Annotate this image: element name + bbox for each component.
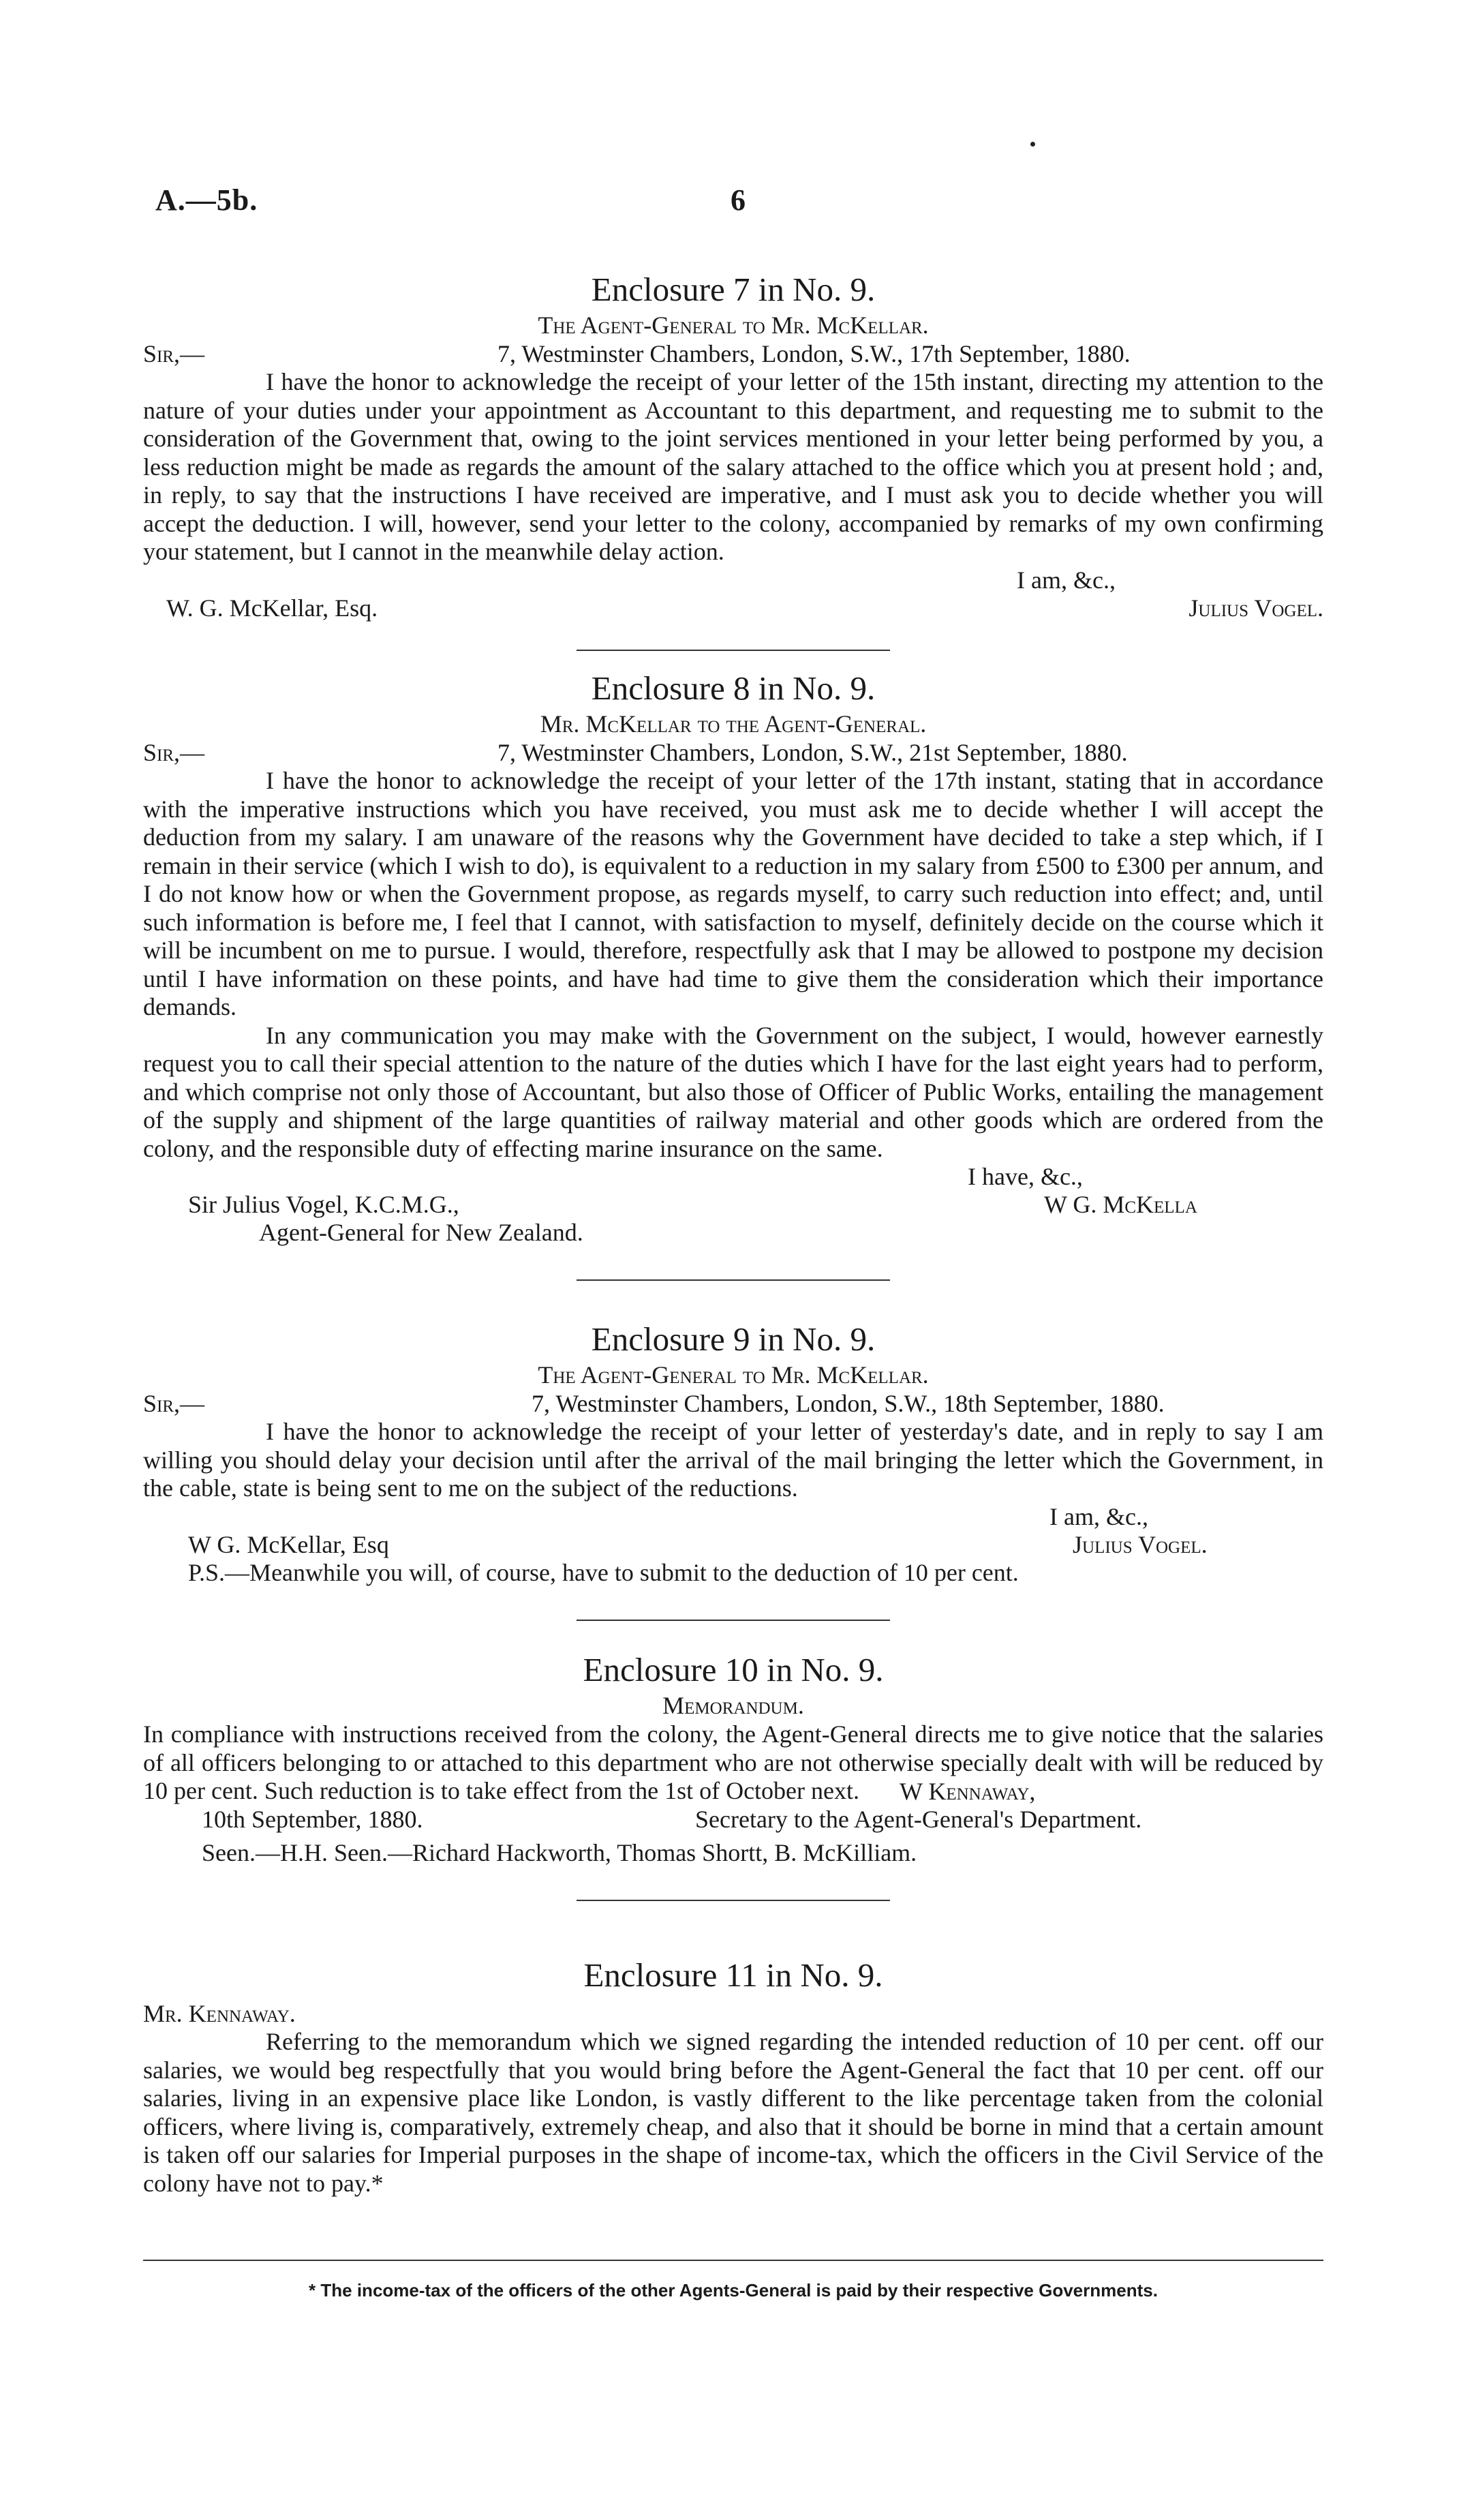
addressee-title: Agent-General for New Zealand. — [259, 1219, 583, 1246]
letter-address: 7, Westminster Chambers, London, S.W., 17th September, 1880. — [497, 340, 1131, 367]
enclosure-title: Enclosure 9 in No. 9. — [591, 1320, 876, 1358]
page-number: 6 — [731, 183, 746, 217]
enclosure-9 — [143, 1319, 1323, 1621]
enclosure-11 — [143, 1955, 1323, 2198]
salutation: Sir,— — [143, 739, 205, 766]
section-divider — [577, 650, 890, 651]
enclosure-8 — [143, 668, 1323, 1281]
salutation: Mr. Kennaway. — [143, 2000, 296, 2027]
letter-paragraph: I have the honor to acknowledge the receipt of your letter of yesterday's date, and in reply to say I am willing you should delay your decision until after the arrival of the mail bringing the letter which the Government, in the cable, state is being sent to me on the subject of the reductions. — [143, 1418, 1323, 1502]
enclosure-title: Enclosure 10 in No. 9. — [583, 1651, 884, 1688]
signature: W G. McKella — [1044, 1191, 1197, 1218]
enclosure-10 — [143, 1650, 1323, 1901]
signature-row — [143, 1531, 1323, 1559]
letter-heading-row — [143, 1390, 1323, 1418]
signature-row — [143, 1191, 1323, 1219]
letter-paragraph: I have the honor to acknowledge the receipt of your letter of the 15th instant, directing my attention to the nature of your duties under your appointment as Accountant to this department, and requesting me to submit to the consideration of the Government that, owing to the joint services mentioned in your letter being performed by you, a less reduction might be made as regards the amount of the salary attached to the office which you at present hold ; and, in reply, to say that the instructions I have received are imperative, and I must ask you to decide whether you will accept the deduction. I will, however, send your letter to the colony, accompanied by remarks of my own confirming your statement, but I cannot in the meanwhile delay action. — [143, 368, 1323, 565]
enclosure-title: Enclosure 7 in No. 9. — [591, 271, 876, 308]
closing: I am, &c., — [1049, 1502, 1148, 1530]
memo-date: 10th September, 1880. — [202, 1805, 423, 1833]
section-divider — [577, 1900, 890, 1901]
memorandum-heading: Memorandum. — [662, 1692, 804, 1719]
footnote: * The income-tax of the officers of the other Agents-General is paid by their respective Governments. — [309, 2280, 1158, 2301]
signature-row — [143, 594, 1323, 622]
addressee-title-row — [143, 1219, 1323, 1247]
section-divider — [577, 1279, 890, 1281]
enclosure-7 — [143, 269, 1323, 651]
closing-row — [143, 566, 1323, 594]
salutation: Sir,— — [143, 340, 205, 367]
speck-mark — [1030, 142, 1035, 147]
signature-title: Secretary to the Agent-General's Department. — [695, 1805, 1142, 1833]
memo-signature-row — [143, 1778, 1323, 1806]
section-divider — [577, 1620, 890, 1621]
letter-address: 7, Westminster Chambers, London, S.W., 21st September, 1880. — [497, 739, 1128, 766]
postscript-row — [143, 1559, 1323, 1587]
signature: W Kennaway, — [900, 1777, 1036, 1805]
closing-row — [143, 1503, 1323, 1531]
page-reference: A.—5b. — [155, 183, 258, 217]
closing: I am, &c., — [1017, 566, 1116, 594]
enclosure-subtitle: Mr. McKellar to the Agent-General. — [540, 710, 927, 738]
enclosure-title: Enclosure 8 in No. 9. — [591, 669, 876, 707]
signature: Julius Vogel. — [1188, 594, 1323, 622]
letter-heading-row — [143, 739, 1323, 767]
letter-paragraph: I have the honor to acknowledge the receipt of your letter of the 17th instant, stating that in accordance with the imperative instructions which you have received, you must ask me to decide whether I will accept the deduction from my salary. I am unaware of the reasons why the Government have decided to take a step which, if I remain in their service (which I wish to do), is equivalent to a reduction in my salary from £500 to £300 per annum, and I do not know how or when the Government propose, as regards myself, to carry such reduction into effect; and, until such information is before me, I feel that I cannot, with satisfaction to myself, definitely decide on the course which it will be incumbent on me to pursue. I would, therefore, respectfully ask that I may be allowed to postpone my decision until I have information on these points, and have had time to give them the consideration which their importance demands. — [143, 767, 1323, 1020]
closing-row — [143, 1163, 1323, 1191]
postscript: P.S.—Meanwhile you will, of course, have to submit to the deduction of 10 per cent. — [188, 1558, 1019, 1586]
letter-paragraph: Referring to the memorandum which we signed regarding the intended reduction of 10 per cent. off our salaries, we would beg respectfully that you would bring before the Agent-General the fact that 10 per cent. off our salaries, living in an expensive place like London, is vastly different to the like percentage taken from the colonial officers, where living is, comparatively, extremely cheap, and also that it should be borne in mind that a certain amount is taken off our salaries for Imperial purposes in the shape of income-tax, which the officers in the Civil Service of the colony have not to pay.* — [143, 2028, 1323, 2197]
letter-address: 7, Westminster Chambers, London, S.W., 18th September, 1880. — [532, 1390, 1165, 1417]
seen-initials: Seen.—H.H. Seen.—Richard Hackworth, Thomas Shortt, B. McKilliam. — [202, 1838, 917, 1866]
addressee: W. G. McKellar, Esq. — [166, 594, 378, 622]
enclosure-title: Enclosure 11 in No. 9. — [583, 1956, 883, 1994]
memo-date-row — [143, 1806, 1323, 1834]
letter-heading-row — [143, 340, 1323, 368]
addressee: W G. McKellar, Esq — [188, 1530, 389, 1558]
memorandum-text: In compliance with instructions received from the colony, the Agent-General directs me to give notice that the salaries of all officers belonging to or attached to this department who are not otherwise specially dealt with will be reduced by 10 per cent. Such reduction is to take effect from the 1st of October next. — [143, 1720, 1323, 1804]
seen-row — [143, 1839, 1323, 1867]
salutation-row — [143, 2000, 1323, 2028]
signature: Julius Vogel. — [1073, 1530, 1208, 1558]
closing: I have, &c., — [968, 1163, 1083, 1190]
letter-paragraph: In any communication you may make with the Government on the subject, I would, however earnestly request you to call their special attention to the nature of the duties which I have for the last eight years had to perform, and which comprise not only those of Accountant, but also those of Officer of Public Works, entailing the management of the supply and shipment of the large quantities of railway material and other goods which are ordered from the colony, and the responsible duty of effecting marine insurance on the same. — [143, 1021, 1323, 1162]
addressee: Sir Julius Vogel, K.C.M.G., — [188, 1191, 459, 1218]
enclosure-subtitle: The Agent-General to Mr. McKellar. — [538, 1361, 929, 1388]
enclosure-subtitle: The Agent-General to Mr. McKellar. — [538, 312, 929, 339]
salutation: Sir,— — [143, 1390, 205, 1417]
footnote-rule — [143, 2260, 1323, 2261]
